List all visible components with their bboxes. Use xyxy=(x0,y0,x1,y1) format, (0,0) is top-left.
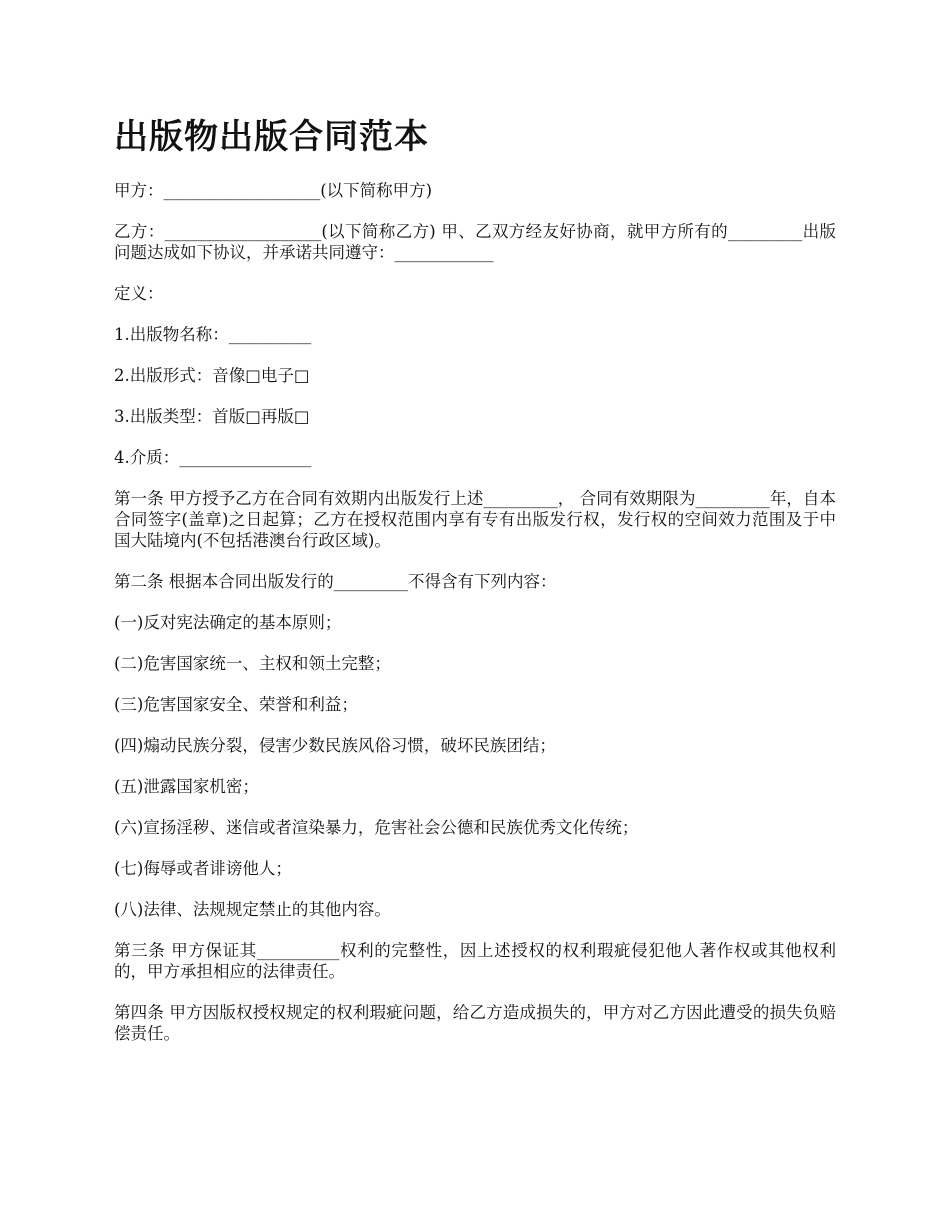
definition-item-medium: 4.介质：________________ xyxy=(114,448,312,467)
party-b-line: 乙方：___________________(以下简称乙方) 甲、乙双方经友好协商，就甲方所有的_________出版问题达成如下协议，并承诺共同遵守：____________ xyxy=(114,222,836,262)
article-2-item-8: (八)法律、法规规定禁止的其他内容。 xyxy=(114,900,391,919)
article-2-item-5: (五)泄露国家机密； xyxy=(114,777,259,796)
article-2: 第二条 根据本合同出版发行的_________不得含有下列内容： xyxy=(114,572,557,591)
article-2-item-6: (六)宣扬淫秽、迷信或者渲染暴力，危害社会公德和民族优秀文化传统； xyxy=(114,818,639,837)
party-a-line: 甲方：___________________(以下简称甲方) xyxy=(114,181,433,200)
definition-item-name: 1.出版物名称：__________ xyxy=(114,325,312,344)
document-title: 出版物出版合同范本 xyxy=(114,117,429,157)
article-2-item-7: (七)侮辱或者诽谤他人； xyxy=(114,859,292,878)
article-4: 第四条 甲方因版权授权规定的权利瑕疵问题，给乙方造成损失的，甲方对乙方因此遭受的损失负赔偿责任。 xyxy=(114,1003,836,1043)
article-3: 第三条 甲方保证其__________权利的完整性，因上述授权的权利瑕疵侵犯他人著作权或其他权利的，甲方承担相应的法律责任。 xyxy=(114,941,836,981)
article-1: 第一条 甲方授予乙方在合同有效期内出版发行上述_________， 合同有效期限为_________年，自本合同签字(盖章)之日起算；乙方在授权范围内享有专有出版发行权，发行权的空间效力范围及于中国大陆境内(不包括港澳台行政区域)。 xyxy=(114,489,836,550)
definition-item-type: 3.出版类型：首版□再版□ xyxy=(114,407,310,426)
definitions-heading: 定义： xyxy=(114,284,164,303)
definition-item-form: 2.出版形式：音像□电子□ xyxy=(114,366,310,385)
article-2-item-2: (二)危害国家统一、主权和领土完整； xyxy=(114,654,391,673)
article-2-item-4: (四)煽动民族分裂，侵害少数民族风俗习惯，破坏民族团结； xyxy=(114,736,556,755)
document-page xyxy=(114,112,836,1064)
article-2-item-3: (三)危害国家安全、荣誉和利益； xyxy=(114,695,358,714)
article-2-item-1: (一)反对宪法确定的基本原则； xyxy=(114,613,342,632)
